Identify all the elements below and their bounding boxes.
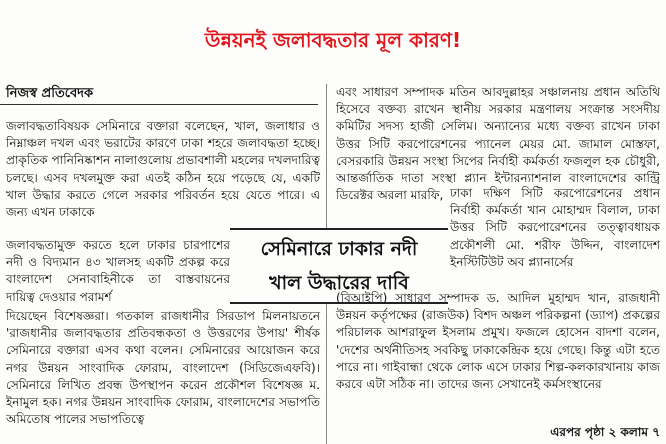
body-paragraph-left-top: জলাবদ্ধতাবিষয়ক সেমিনারে বক্তারা বলেছেন, খাল, জলাধার ও নিম্নাঞ্চল দখল এবং ভরাটের কারণে ঢাকা শহরে জলাবদ্ধতা হচ্ছে। প্রাকৃতিক পানিনিষ্কাশন নালাগুলোয় প্রভাবশালী মহলের দখলদারিত্ব চলছে। এসব দখলমুক্ত করা এতই কঠিন হয়ে পড়েছে যে, একটি খাল উদ্ধার করতে গেলে সরকার পরিবর্তন হয়ে যেতে পারে। এ জন্য এখন ঢাকাকে: [6, 119, 320, 220]
byline-rule: [0, 104, 318, 105]
byline: নিজস্ব প্রতিবেদক: [6, 86, 94, 101]
continuation-note: এরপর পৃষ্ঠা ২ কলাম ৭: [550, 425, 660, 439]
subheading-line-2: খাল উদ্ধারের দাবি: [269, 272, 409, 294]
body-paragraph-right-bottom: (বিআইপি) সাধারণ সম্পাদক ড. আদিল মুহাম্মদ খান, রাজধানী উন্নয়ন কর্তৃপক্ষের (রাজউক) বিশদ অঞ্চল পরিকল্পনা (ড্যাপ) প্রকল্পের পরিচালক আশরাফুল ইসলাম প্রমুখ। ফজলে হোসেন বাদশা বলেন, 'দেশের অর্থনীতিসহ সবকিছু ঢাকাকেন্দ্রিক হয়ে গেছে। কিন্তু এটা হতে পারে না। গাইবান্ধা থেকে লোক এসে ঢাকার শিল্প-কলকারখানায় কাজ করবে এটা সঠিক না। তাদের জন্য সেখানেই কর্মসংস্থানের: [336, 291, 660, 392]
headline: উন্নয়নই জলাবদ্ধতার মূল কারণ!: [204, 28, 462, 52]
body-paragraph-left-bottom: দিয়েছেন বিশেষজ্ঞরা। গতকাল রাজধানীর সিরডাপ মিলনায়তনে 'রাজধানীর জলাবদ্ধতার প্রতিবন্ধকতা ও উত্তরণের উপায়' শীর্ষক সেমিনারে বক্তারা এসব কথা বলেন। সেমিনারের আয়োজন করে নগর উন্নয়ন সাংবাদিক ফোরাম, বাংলাদেশ (সিডিজেএফবি)। সেমিনারে লিখিত প্রবন্ধ উপস্থাপন করেন প্রকৌশল বিশেষজ্ঞ ম. ইনামুল হক। নগর উন্নয়ন সাংবাদিক ফোরাম, বাংলাদেশের সভাপতি অমিতোষ পালের সভাপতিত্বে: [6, 309, 320, 427]
body-paragraph-right-mid: ঢাকা দক্ষিণ সিটি করপোরেশনের প্রধান নির্বাহী কর্মকর্তা খান মোহাম্মদ বিলাল, ঢাকা উত্তর সিটি করপোরেশনের তত্ত্বাবধায়ক প্রকৌশলী মো. শরীফ উদ্দিন, বাংলাদেশ ইনস্টিটিউট অব প্ল্যানার্সের: [450, 186, 660, 269]
subheading-line-1: সেমিনারে ঢাকার নদী: [260, 238, 418, 260]
body-paragraph-right-top: এবং সাধারণ সম্পাদক মতিন আবদুল্লাহর সঞ্চালনায় প্রধান অতিথি হিসেবে বক্তব্য রাখেন স্থানীয় সরকার মন্ত্রণালয় সংক্রান্ত সংসদীয় কমিটির সদস্য হাজী সেলিম। অন্যান্যের মধ্যে বক্তব্য রাখেন ঢাকা উত্তর সিটি করপোরেশনের প্যানেল মেয়র মো. জামাল মোস্তফা, বেসরকারি উন্নয়ন সংস্থা সিপের নির্বাহী কর্মকর্তা ফজলুল হক চৌধুরী, আন্তর্জাতিক দাতা সংস্থা প্ল্যান ইন্টারন্যাশনাল বাংলাদেশের কান্ট্রি ডিরেক্টর অরলা মারফি,: [336, 85, 660, 203]
body-paragraph-left-mid: জলাবদ্ধতামুক্ত করতে হলে ঢাকার চারপাশের নদী ও বিদ্যমান ৪৩ খালসহ একটি প্রকল্প করে বাংলাদেশ সেনাবাহিনীকে তা বাস্তবায়নের দায়িত্ব দেওয়ার পরামর্শ: [6, 238, 230, 304]
